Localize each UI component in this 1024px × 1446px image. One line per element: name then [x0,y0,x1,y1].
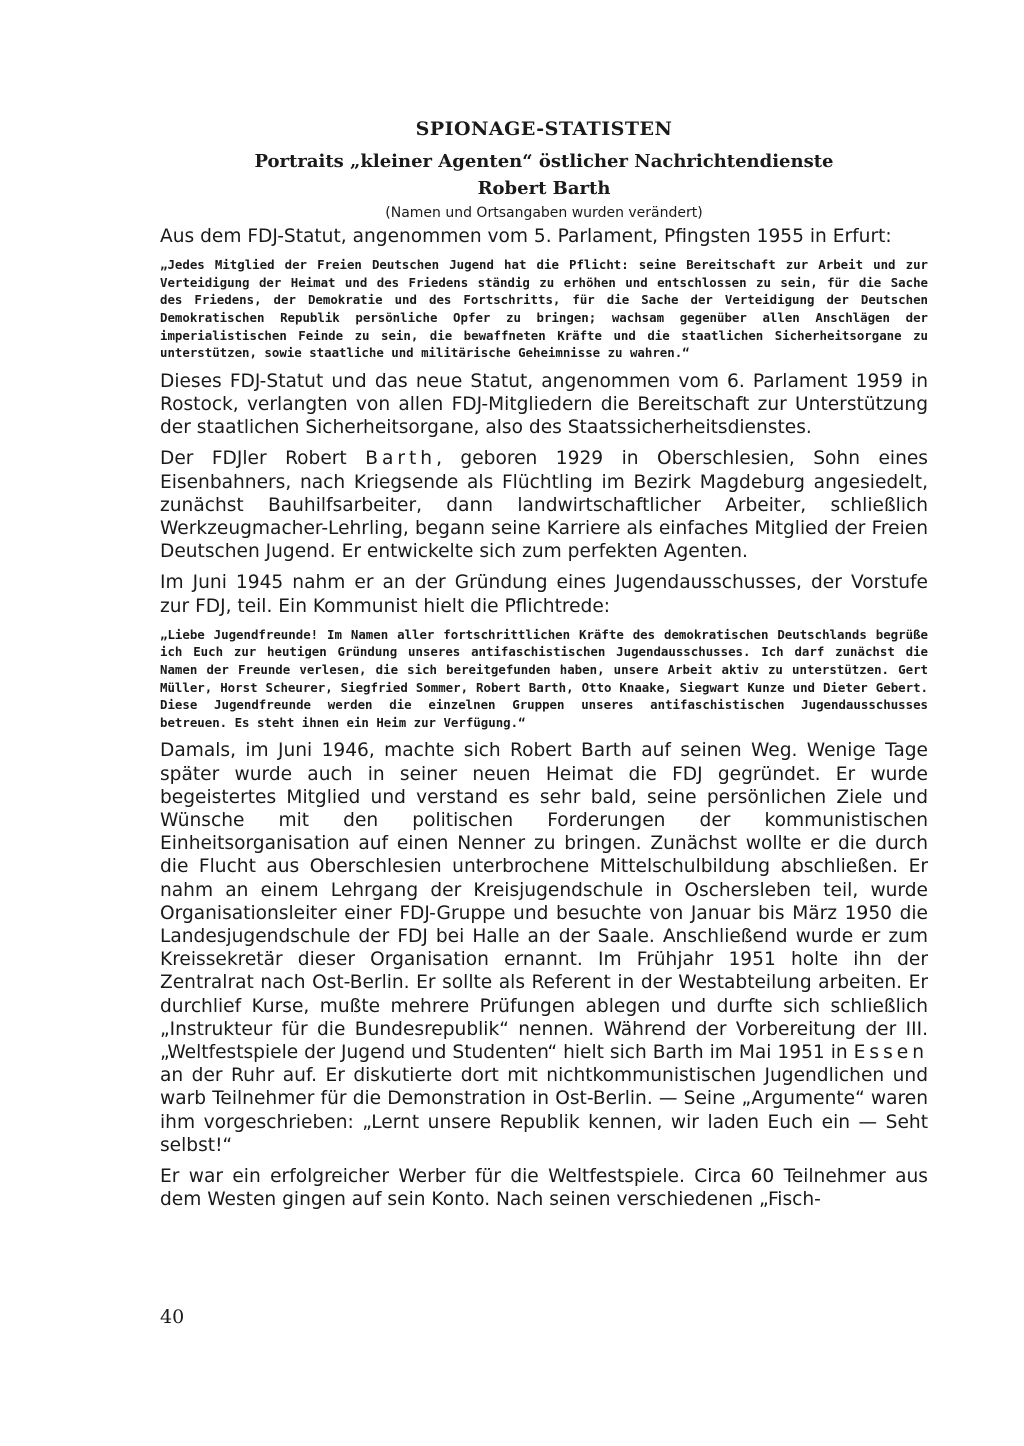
statute-quote: „Jedes Mitglied der Freien Deutschen Jugend hat die Pflicht: seine Bereitschaft zur Arbeit und zur Verteidigung der Heimat und des Friedens ständig zu erhöhen und entschlossen zu sein, für die Sache des Friedens, der Demokratie und des Fortschritts, für die Sache der Verteidigung der Deutschen Demokratischen Republik persönliche Opfer zu bringen; wachsam gegenüber allen Anschlägen der imperialistischen Feinde zu sein, die bewaffneten Kräfte und die staatlichen Sicherheitsorgane zu unterstützen, sowie staatliche und militärische Geheimnisse zu wahren.“ [160,257,928,361]
speech-quote: „Liebe Jugendfreunde! Im Namen aller fortschrittlichen Kräfte des demokratischen Deutschlands begrüße ich Euch zur heutigen Gründung unseres antifaschistischen Jugendausschusses. Ich darf zunächst die Namen der Freunde verlesen, die sich bereitgefunden haben, unsere Arbeit aktiv zu unterstützen. Gert Müller, Horst Scheurer, Siegfried Sommer, Robert Barth, Otto Knaake, Siegwart Kunze und Dieter Gebert. Diese Jugendfreunde werden die einzelnen Gruppen unseres antifaschistischen Jugendausschusses betreuen. Es steht ihnen ein Heim zur Verfügung.“ [160,626,928,730]
spaced-city: Essen [853,1042,928,1063]
intro-paragraph: Aus dem FDJ-Statut, angenommen vom 5. Parlament, Pfingsten 1955 in Erfurt: [160,226,892,247]
spaced-name: Barth [365,448,437,470]
page-content [160,118,928,1219]
paragraph-career [160,739,928,1157]
page-number: 40 [160,1306,185,1328]
chapter-subtitle: Portraits „kleiner Agenten“ östlicher Nachrichtendienste [254,151,834,172]
chapter-title: SPIONAGE-STATISTEN [415,118,673,140]
portrait-name: Robert Barth [477,178,611,199]
paragraph-founding: Im Juni 1945 nahm er an der Gründung eines Jugendausschusses, der Vorstufe zur FDJ, teil. Ein Kommunist hielt die Pflichtrede: [160,572,928,617]
text-segment: Damals, im Juni 1946, machte sich Robert Barth auf seinen Weg. Wenige Tage später wurde auch in seiner neuen Heimat die FDJ gegründet. Er wurde begeistertes Mitglied und verstand es sehr bald, seine persönlichen Ziele und Wünsche mit den politischen Forderungen der kommunistischen Einheitsorganisation auf einen Nenner zu bringen. Zunächst wollte er die durch die Flucht aus Oberschlesien unterbrochene Mittelschulbildung abschließen. Er nahm an einem Lehrgang der Kreisjugendschule in Oschersleben teil, wurde Organisationsleiter einer FDJ-Gruppe und besuchte von Januar bis März 1950 die Landesjugendschule der FDJ bei Halle an der Saale. Anschließend wurde er zum Kreissekretär dieser Organisation ernannt. Im Frühjahr 1951 holte ihn der Zentralrat nach Ost-Berlin. Er sollte als Referent in der Westabteilung arbeiten. Er durchlief Kurse, mußte mehrere Prüfungen ablegen und durfte sich schließlich „Instrukteur für die Bundesrepublik“ nennen. Während der Vorbereitung der III. „Weltfestspiele der Jugend und Studenten“ hielt sich Barth im Mai 1951 in [160,740,928,1063]
paragraph-statute: Dieses FDJ-Statut und das neue Statut, angenommen vom 6. Parlament 1959 in Rostock, verlangten von allen FDJ-Mitgliedern die Bereitschaft zur Unterstützung der staatlichen Sicherheitsorgane, also des Staatssicherheitsdienstes. [160,370,928,439]
editorial-note: (Namen und Ortsangaben wurden verändert) [385,205,703,221]
paragraph-biography [160,447,928,563]
text-segment: an der Ruhr auf. Er diskutierte dort mit nichtkommunistischen Jugendlichen und warb Teilnehmer für die Demonstration in Ost-Berlin. — Seine „Argumente“ waren ihm vorgeschrieben: „Lernt unsere Republik kennen, wir laden Euch ein — Seht selbst!“ [160,1065,928,1156]
paragraph-recruiter: Er war ein erfolgreicher Werber für die Weltfestspiele. Circa 60 Teilnehmer aus dem Westen gingen auf sein Konto. Nach seinen verschiedenen „Fisch- [160,1166,928,1211]
text-segment: , geboren 1929 in Oberschlesien, Sohn eines Eisenbahners, nach Kriegsende als Flüchtling im Bezirk Magdeburg angesiedelt, zunächst Bauhilfsarbeiter, dann landwirtschaftlicher Arbeiter, schließlich Werkzeugmacher-Lehrling, begann seine Karriere als einfaches Mitglied der Freien Deutschen Jugend. Er entwickelte sich zum perfekten Agenten. [160,448,928,563]
text-segment: Der FDJler Robert [160,448,366,470]
